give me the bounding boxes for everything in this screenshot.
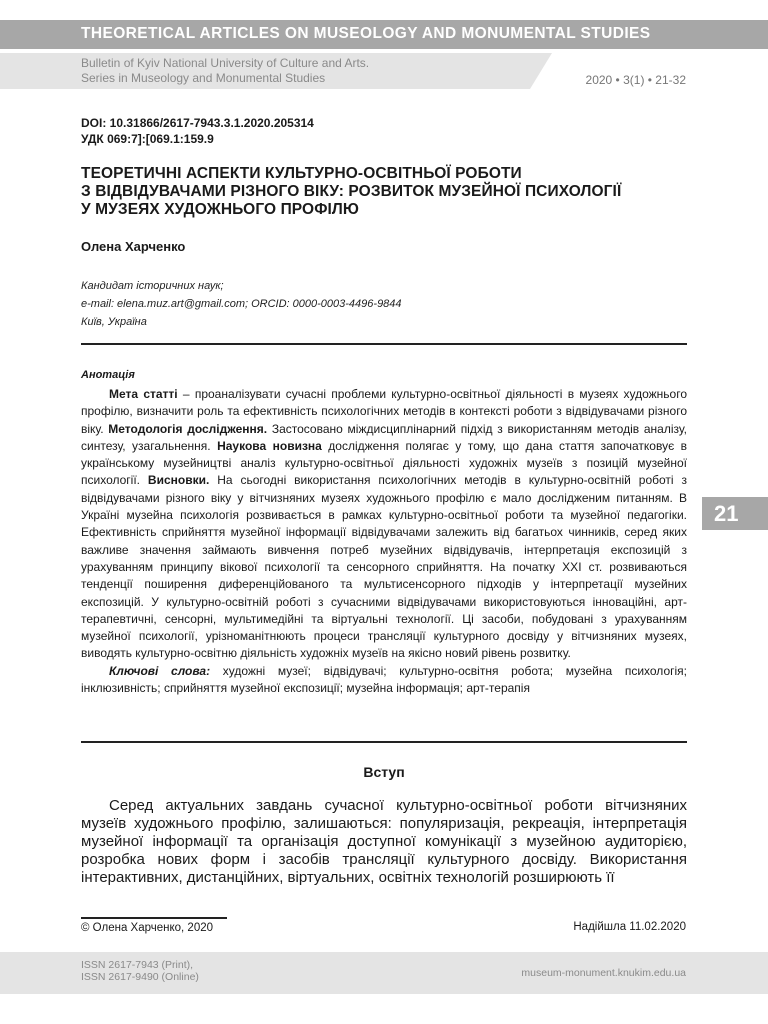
bulletin-name [81,56,369,86]
abstract-paragraph [81,386,687,663]
abstract-heading: Анотація [81,369,135,381]
method-text: Застосовано міждисциплінарний підхід з використанням методів аналізу, синтезу, узагальнення. [81,421,687,453]
author-affiliation [81,277,402,331]
author-location: Київ, Україна [81,316,147,328]
series-title: THEORETICAL ARTICLES ON MUSEOLOGY AND MONUMENTAL STUDIES [81,25,651,42]
title-line-1: ТЕОРЕТИЧНІ АСПЕКТИ КУЛЬТУРНО-ОСВІТНЬОЇ РОБОТИ [81,165,522,182]
doi[interactable]: DOI: 10.31866/2617-7943.3.1.2020.205314 [81,116,314,130]
page-number-tab: 21 [702,497,768,530]
conclusions-label: Висновки. [147,473,210,488]
purpose-text: – проаналізувати сучасні проблеми культурно-освітньої діяльності в музеях художнього профілю, визначити роль та ефективність психологічних методів в контексті роботи з відвідувачами різного віку. [81,387,688,436]
journal-website-link[interactable]: museum-monument.knukim.edu.ua [521,967,686,979]
received-date: Надійшла 11.02.2020 [573,921,686,933]
issn-online: ISSN 2617-9490 (Online) [81,971,199,983]
author-contact[interactable]: e-mail: elena.muz.art@gmail.com; ORCID: 0000-0003-4496-9844 [81,298,402,310]
author-degree: Кандидат історичних наук; [81,280,224,292]
abstract-body [81,386,687,697]
divider-bottom [81,741,687,743]
conclusions-text: На сьогодні використання психологічних методів в культурно-освітній роботі з відвідувачами різного віку у вітчизняних музеях художнього профілю є мало дослідженим питанням. В Україні музейна психологія розвивається в рамках культурно-освітньої роботи та музейної педагогіки. Ефективність сприйняття музейної інформації відвідувачами залежить від багатьох чинників, серед яких важливе значення займають вивчення потреб музейних відвідувачів, інтерпретація експозицій з урахуванням принципу вікової психології та сенсорного сприйняття. На початку XXI ст. розвиваються тенденції поширення диференційованого та мультисенсорного підходів у інтерпретації музейних експозицій. У культурно-освітній роботі з сучасними відвідувачами використовуються інноваційні, арт-терапевтичні, сенсорні, мультимедійні та віртуальні технології. Ці засоби, побудовані з урахуванням музейної психології, урізноманітнюють процеси трансляції культурного досвіду у вітчизняних музеях, виводять культурно-освітню діяльність художніх музеїв на якісно новий рівень розвитку. [81,473,687,661]
intro-paragraph: Серед актуальних завдань сучасної культурно-освітньої роботи вітчизняних музеїв художнього профілю, залишаються: популяризація, рекреація, інтерпретація музейної інформації та організація доступної комунікації з музейною аудиторією, розробка нових форм і засобів трансляції культурного досвіду. Використання інтерактивних, дистанційних, віртуальних, освітніх технологій розширюють її [81,797,687,886]
keywords-text: художні музеї; відвідувачі; культурно-освітня робота; музейна психологія; інклюзивність; сприйняття музейної експозиції; музейна інформація; арт-терапія [81,663,687,696]
bulletin-line-1: Bulletin of Kyiv National University of Culture and Arts. [81,56,370,70]
udk: УДК 069:7]:[069.1:159.9 [81,132,214,146]
intro-heading: Вступ [363,764,405,780]
method-label: Методологія дослідження. [108,421,268,436]
keywords-paragraph [81,663,687,698]
article-title [81,165,701,219]
title-line-2: З ВІДВІДУВАЧАМИ РІЗНОГО ВІКУ: РОЗВИТОК МУЗЕЙНОЇ ПСИХОЛОГІЇ [81,183,622,200]
issn-print: ISSN 2617-7943 (Print), [81,959,194,971]
bulletin-line-2: Series in Museology and Monumental Studies [81,71,326,85]
issn-block [81,959,199,983]
author-name: Олена Харченко [81,239,186,254]
title-line-3: У МУЗЕЯХ ХУДОЖНЬОГО ПРОФІЛЮ [81,201,359,218]
intro-body [81,797,687,887]
novelty-text: дослідження полягає у тому, що дана стаття започатковує в українському музейництві аналіз культурно-освітньої діяльності художніх музеїв з позицій музейної психології. [81,438,688,488]
keywords-label: Ключові слова: [109,663,211,678]
series-banner [0,20,768,49]
purpose-label: Мета статті [109,387,178,401]
novelty-label: Наукова новизна [217,438,322,453]
divider-top [81,343,687,345]
copyright: © Олена Харченко, 2020 [81,922,214,934]
footnote-rule [81,917,227,919]
doi-block [81,115,314,147]
issue-info: 2020 • 3(1) • 21-32 [585,73,686,87]
